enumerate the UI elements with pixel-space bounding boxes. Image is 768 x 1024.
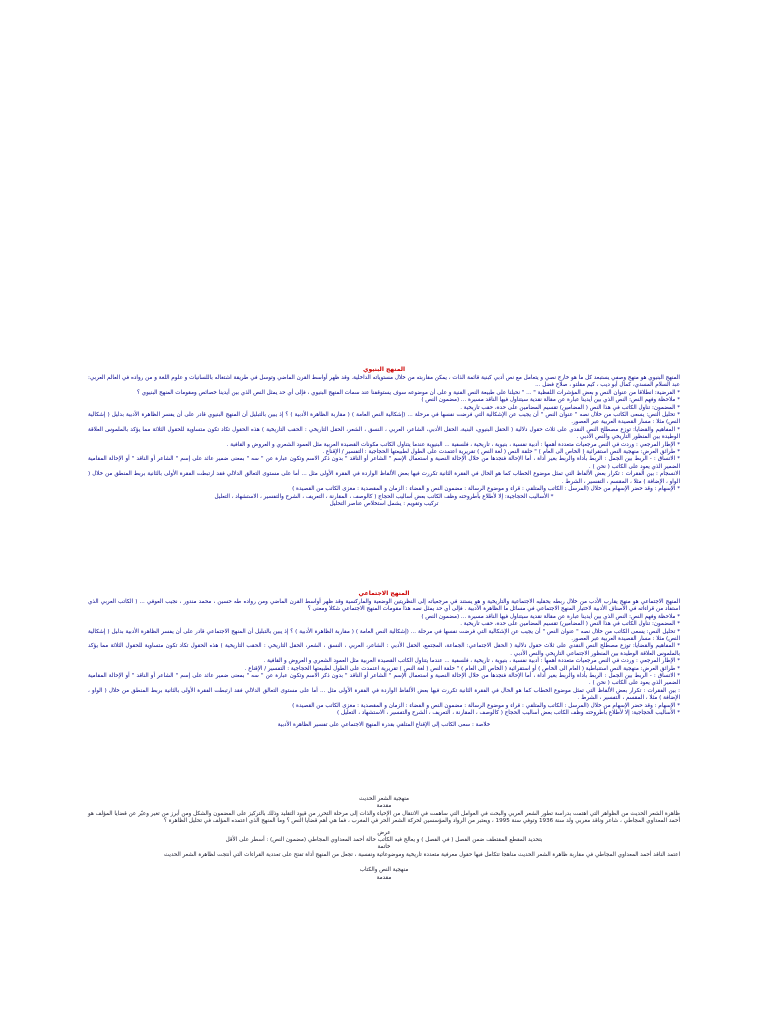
paragraph: * الفرضية: انطلاقا من عنوان النص و بعض المؤشرات اللفظية " ... " نحيلنا على طبيعة النص الفنية و على أن موضوعه سوف يستوقفنا عند سمات المنهج البنيوي ، فإلى أي حد يمثل النص الذي بين أيدينا خصائص ومقومات المنهج البنيوي ؟ <box>137 389 680 396</box>
paragraph: * طرائق العرض: منهجية النص استقرائية ( الخاص الى العام ) " حلقة النص ( لغة النص ) تقريرية اعتمدت على الطول لطبيعتها الحجاجية : التفسير / الإقناع . <box>322 449 680 456</box>
section-modern-poetry <box>88 796 680 882</box>
paragraph: * المضمون: تناول الكاتب في هذا النص ( المضامين) تقسيم المضامين على حدة، حقب تاريخية . <box>460 404 680 411</box>
paragraph: * الإسهام : وقد حضر الإسهام من خلال (المرسل : الكاتب والمتلقي : قراء و موضوع الرسالة : مضمون النص و الفضاء : الزمان و المقصدية : مغزى الكاتب من القصيدة ) <box>292 486 680 493</box>
paragraph: : بين الفقرات : تكرار بعض الألفاظ التي تمثل موضوع الخطاب كما هو الحال في الفقرة الثانية تكررت فيها بعض الألفاظ الواردة في الفقرة الأولى مثل ... أما على مستوى التعالق الدلالي فقد ارتبطت الفقرة الأولى بالثانية بربط المنطق من خلال ( الواو ، الإضافة ) مثلا ، المقسم ، التفسير ، الشرط . <box>88 687 680 702</box>
paragraph: * ملاحظة وفهم النص: النص الذي بين أيدينا عبارة عن مقالة نقدية سيتناول فيها الناقد مسيرة ... (مضمون النص ) <box>421 397 680 404</box>
paragraph: * الأساليب الحجاجية: إلا لأطلاع بأطروحته وظف الكاتب بعض أساليب الحجاج ( كالوصف ، المقارنة ، التعريف ، الشرح والتفسير ، الاستشهاد ، التعليل <box>214 493 554 500</box>
section-heading: منهجية النص والكتاب <box>359 867 409 874</box>
paragraph: الانسجام : بين الفقرات : تكرار بعض الألفاظ التي تمثل موضوع الخطاب كما هو الحال في الفقرة الثانية تكررت فيها بعض الألفاظ الواردة في الفقرة الأولى مثل ... أما على مستوى التعالق الدلالي فقد ارتبطت الفقرة الأولى بالثانية بربط المنطق من خلال ( الواو ، الإضافة ) مثلا ، المقسم ، التفسير ، الشرط . <box>88 471 680 485</box>
paragraph: * تحليل النص: يسعى الكاتب من خلال نصه " عنوان النص " أن يجيب عن الإشكالية التي فرضت نفسها في مرحلة ... (إشكالية النص العامة ) ( مقاربة الظاهرة الأدبية ) ؟ إذ يبين بالتبليل أن المنهج الاجتماعي قادر على أن يفسر الظاهرة الأدبية بدليل ( إشكالية النص) مثلا : مسار القصيدة العربية عبر العصور. <box>88 628 680 643</box>
paragraph: المنهج البنيوي هو منهج وصفي يستبعد كل ما هو خارج نصي و يتعامل مع نص أدبي كبنية قائمة الذات ، يمكن مقاربته من خلال مستوياته الداخلية. وقد ظهر أواسط القرن الماضي وتوسل في طريقة اشتغاله باللسانيات و علوم اللغة و من رواده في العالم العربي: عبد السلام المسدي، كمال أبو ديب ، كيم مقلتو ، صلاح فضل ... <box>88 375 680 389</box>
sub-heading: مقدمة <box>376 874 392 881</box>
paragraph: * الإسهام : وقد حضر الإسهام من خلال (المرسل : الكاتب والمتلقي : قراء و موضوع الرسالة : مضمون النص و الفضاء : الزمان و المقصدية : مغزى الكاتب من القصيدة ) <box>292 702 680 709</box>
paragraph: * الإطار المرجعي : وردت في النص مرجعيات متعددة أهمها : أدبية نفسية ، بنيوية ، تاريخية ، فلسفية ... البنيوية عندما يتناول الكاتب مكونات القصيدة العربية مثل العمود الشعري و العروض و القافية . <box>226 441 680 448</box>
sub-heading: عرض <box>377 829 391 836</box>
section-heading: منهجية الشعر الحديث <box>358 796 409 802</box>
paragraph: * الإطار المرجعي : وردت في النص مرجعيات متعددة أهمها : أدبية نفسية ، بنيوية ، تاريخية ، فلسفية ... عندما يتناول الكاتب القصيدة العربية مثل العمود الشعري و العروض و القافية . <box>263 658 680 665</box>
sub-heading: مقدمة <box>376 803 392 810</box>
paragraph: * الاتساق : - الربط بين الجمل : الربط بأداة والربط بغير أداة ، أما الإحالة فنجدها من خلال الإحالة النصية و استعمال الإسم " الشاعر أو الناقد " بدون ذكر الاسم وتكون عبارة عن " سه " بمعنى ضمير عائد على إسم " الشاعر أو الناقد " أو الإحالة المقامية الضمير الذي يعود على الكاتب ( نحن ) . <box>88 456 680 470</box>
paragraph: * الاتساق : - الربط بين الجمل : الربط بأداة والربط بغير أداة ، أما الإحالة فنجدها من خلال الإحالة النصية و استعمال الإسم " الشاعر أو الناقد " بدون ذكر الاسم وتكون عبارة عن " سه " بمعنى ضمير عائد على إسم " الشاعر أو الناقد " أو الإحالة المقامية الضمير الذي يعود على الكاتب ( نحن ) . <box>88 673 680 687</box>
sub-heading: خاتمة <box>377 844 391 851</box>
section-social-method <box>88 590 680 729</box>
paragraph: المنهج الاجتماعي هو منهج يقارب الأدب من خلال ربطه بحقليه الاجتماعية والتاريخية و هو يستند في مرجعياته إلى النظريتين الوضعية والماركسية وقد ظهر أواسط القرن الماضي ومن رواده طه حسين ، محمد مندور ، نجيب العوفي ... ( الكاتب العربي الذي استفاد من قراءاته في الأصناف الأدبية لاختيار المنهج الاجتماعي في مسائل ما الظاهرة الأدبية . فإلى أي حد يمثل نصه هذا مقومات المنهج الاجتماعي شكلا ومعنى ؟ <box>88 599 680 613</box>
section-title: المنهج الاجتماعي <box>358 590 410 597</box>
paragraph: * تحليل النص: يسعى الكاتب من خلال نصه " عنوان النص " أن يجيب عن الإشكالية التي فرضت نفسها في مرحلة ... (إشكالية النص العامة ) ( مقاربة الظاهرة الأدبية ) ؟ إذ يبين بالتبليل أن المنهج البنيوي قادر على أن يفسر الظاهرة الأدبية بدليل ( إشكالية النص) مثلا : مسار القصيدة العربية عبر العصور. <box>88 412 680 426</box>
paragraph: * المفاهيم والقضايا: توزع مصطلح النص النقدي على ثلاث حقول دلالية ( الحقل الاجتماعي: الجماعة، المجتمع، الحقل الأدبي : الشاعر، العربي ، النسق ، الشعر، الحقل التاريخي : الحقب التاريخية ) هذه الحقول تكاد تكون متساوية للحقول الثلاثة مما يؤكد بالملموس العلاقة الوطيدة بين المنظور الاجتماعي التاريخي والنص الأدبي . <box>88 643 680 657</box>
paragraph: * الأساليب الحجاجية: إلا لأطلاع بأطروحته وظف الكاتب بعض أساليب الحجاج ( كالوصف ، المقارنة ، التعريف ، الشرح والتفسير ، الاستشهاد ، التعليل ) <box>337 710 680 717</box>
paragraph: * المفاهيم والقضايا: توزع مصطلح النص النقدي على ثلاث حقول دلالية ( الحقل البنيوي، البنية، الحقل الأدبي، الشاعر، العربي ، النسق ، الشعر، الحقل التاريخي : الحقب التاريخية ) هذه الحقول تكاد تكون متساوية للحقول الثلاثة مما يؤكد بالملموس العلاقة الوطيدة بين المنظور التاريخي والنص الأدبي . <box>88 426 680 441</box>
conclusion-line: خلاصة : سعى الكاتب إلى الإقناع المتلقي بقدرة المنهج الاجتماعي على تفسير الظاهرة الأدبية <box>277 721 491 728</box>
paragraph: بتحديد المقطع المقتطف ضمن الفصل ( في الفصل ) و يعالج فيه الكاتب حالة أحمد المعداوي المجاطي (مضمون النص) : أسطر على الأقل <box>225 837 543 844</box>
section-title: المنهج البنيوي <box>362 366 406 373</box>
paragraph: تركيب وتقويم : يشمل استخلاص عناصر التحليل <box>329 500 439 507</box>
paragraph: اعتمد الناقد أحمد المعداوي المجاطي في مقاربة ظاهرة الشعر الحديث مناهجا تتكامل فيها حقول معرفية متعددة تاريخية وموضوعاتية ونفسية ، تجعل من المنهج أداة تفتح على تعددية القراءات التي أنتجت لظاهرة الشعر الحديث <box>163 851 680 858</box>
section-structural-method <box>88 366 680 508</box>
paragraph: * ملاحظة وفهم النص: النص الذي بين أيدينا عبارة عن مقالة نقدية سيتناول فيها الناقد مسيرة ... (مضمون النص ) <box>421 613 680 620</box>
paragraph: * طرائق العرض: منهجية النص استنباطية ( العام الى الخاص ) أو استقرائية ( الخاص الى العام ) " حلقة النص ( لغة النص ) تقريرية اعتمدت على الطول لطبيعتها الحجاجية : التفسير / الإقناع . <box>244 665 680 672</box>
paragraph: * المضمون: تناول الكاتب في هذا النص ( المضامين) تقسيم المضامين على حدة، حقب تاريخية . <box>460 621 680 628</box>
paragraph: ظاهرة الشعر الحديث من الظواهر التي اهتمت بدراسة تطور الشعر العربي والبحث في العوامل التي ساهمت في الانتقال من الإحياء والذات إلى مرحلة التحرر من قيود التقليد وذلك بالتركيز على المضمون والشكل ومن أبرز من تغير وعبّر عن قضايا المؤلف هو أحمد المعداوي المجاطي ، شاعر وناقد مغربي ولد سنة 1936 وتوفي سنة 1995 ، ويعتبر من الرواد والمؤسسين لحركة الشعر الحر في المغرب ، فما هي أهم قضايا النص ؟ وما المنهج الذي اعتمده المؤلف في تحليل الظاهرة ؟ <box>88 810 680 825</box>
